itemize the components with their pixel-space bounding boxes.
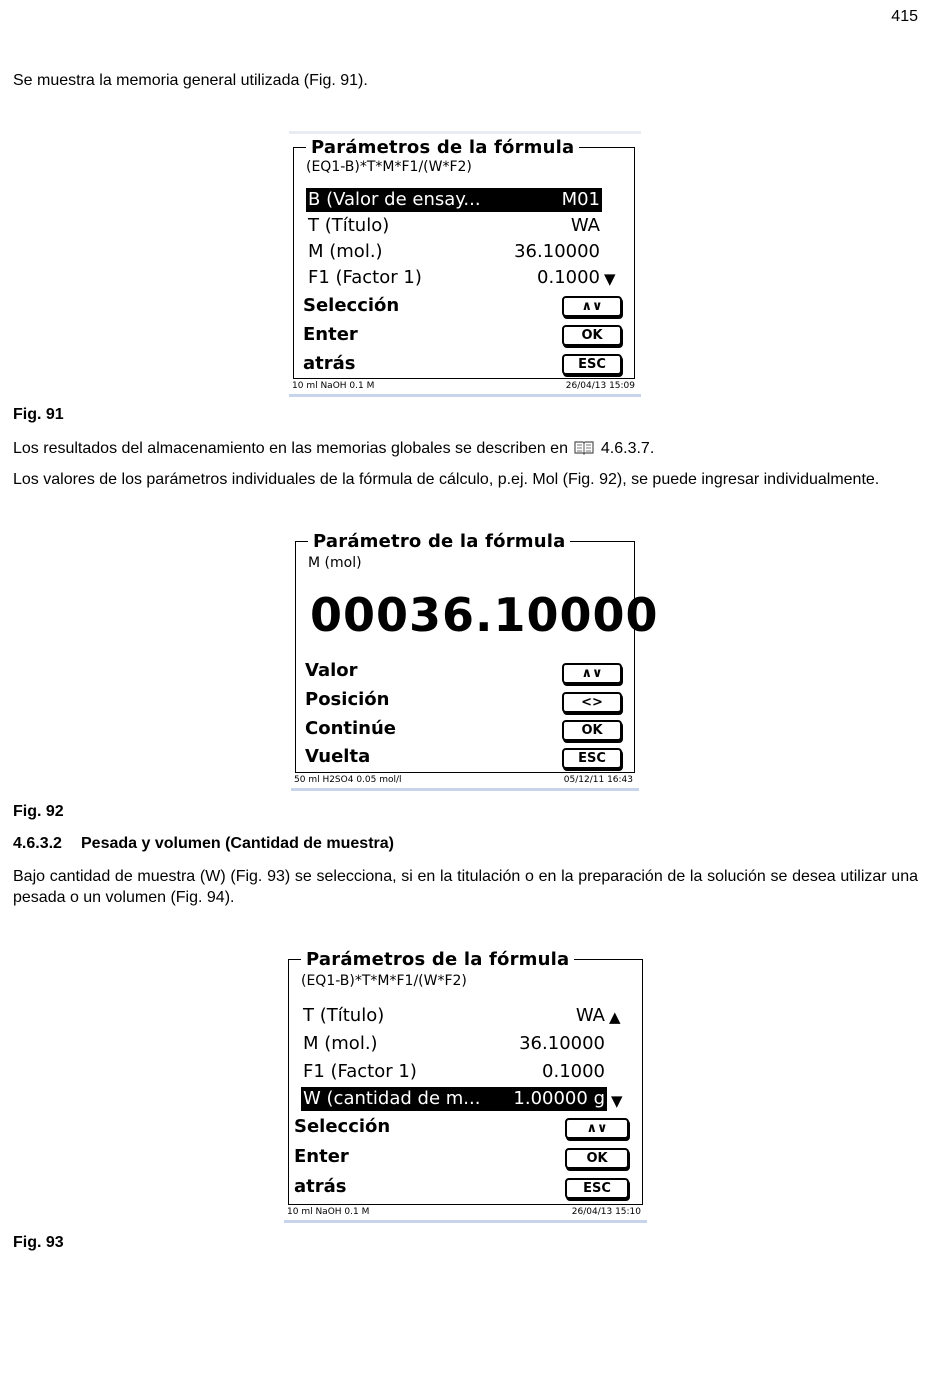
softkey-label-value: Valor [305, 660, 358, 681]
individual-values-paragraph: Los valores de los parámetros individuales de la fórmula de cálculo, p.ej. Mol (Fig. 92), se puede ingresar individualmente. [13, 471, 880, 488]
row-value: 36.10000 [514, 241, 600, 262]
fig93-row-factor1[interactable] [301, 1060, 607, 1084]
select-button[interactable]: ∧∨ [562, 296, 622, 317]
row-value: 0.1000 [537, 267, 600, 288]
value-up-down-button[interactable]: ∧∨ [562, 663, 622, 684]
page-number: 415 [891, 8, 918, 25]
status-right: 26/04/13 15:09 [565, 381, 635, 391]
fig91-title: Parámetros de la fórmula [306, 137, 579, 158]
softkey-label-enter: Enter [294, 1146, 349, 1167]
row-label: B (Valor de ensay... [308, 189, 481, 210]
softkey-label-position: Posición [305, 689, 390, 710]
fig92-title: Parámetro de la fórmula [308, 531, 570, 552]
esc-button[interactable]: ESC [562, 748, 622, 769]
status-left: 10 ml NaOH 0.1 M [287, 1207, 370, 1217]
section-title: Pesada y volumen (Cantidad de muestra) [81, 835, 394, 852]
row-label: T (Título) [303, 1005, 385, 1026]
fig92-value-display[interactable]: 00036.10000 [310, 588, 659, 642]
row-label: T (Título) [308, 215, 390, 236]
position-left-right-button[interactable]: <> [562, 692, 622, 713]
fig92-screen [291, 527, 659, 791]
row-value: M01 [561, 189, 600, 210]
fig93-row-mol[interactable] [301, 1032, 607, 1056]
status-left: 10 ml NaOH 0.1 M [292, 381, 375, 391]
fig92-panel [295, 531, 659, 773]
row-label: F1 (Factor 1) [303, 1061, 417, 1082]
fig93-row-titer[interactable] [301, 1004, 607, 1028]
screen-top-border [289, 131, 641, 134]
fig92-param-name: M (mol) [308, 555, 362, 571]
fig93-panel [288, 949, 643, 1205]
fig93-status-bar [284, 1206, 647, 1223]
softkey-label-selection: Selección [303, 295, 400, 316]
fig91-row-mol[interactable] [306, 240, 602, 264]
ok-button[interactable]: OK [565, 1148, 629, 1169]
fig91-formula: (EQ1-B)*T*M*F1/(W*F2) [306, 159, 472, 175]
select-button[interactable]: ∧∨ [565, 1118, 629, 1139]
fig92-caption: Fig. 92 [13, 803, 64, 820]
fig93-formula: (EQ1-B)*T*M*F1/(W*F2) [301, 973, 467, 989]
fig92-status-bar [291, 774, 639, 791]
fig93-screen [284, 944, 647, 1224]
esc-button[interactable]: ESC [562, 354, 622, 375]
softkey-label-back: atrás [294, 1176, 347, 1197]
softkey-label-enter: Enter [303, 324, 358, 345]
fig91-status-bar [289, 380, 641, 397]
row-value: WA [570, 215, 600, 236]
intro-paragraph: Se muestra la memoria general utilizada (Fig. 91). [13, 72, 368, 89]
fig91-caption: Fig. 91 [13, 406, 64, 423]
section-heading [13, 835, 394, 853]
row-label: M (mol.) [308, 241, 383, 262]
row-label: M (mol.) [303, 1033, 378, 1054]
fig93-caption: Fig. 93 [13, 1234, 64, 1251]
section-reference-link[interactable]: 4.6.3.7. [600, 440, 655, 457]
status-right: 05/12/11 16:43 [563, 775, 633, 785]
ok-button[interactable]: OK [562, 720, 622, 741]
row-value: WA [575, 1005, 605, 1026]
esc-button[interactable]: ESC [565, 1178, 629, 1199]
status-right: 26/04/13 15:10 [571, 1207, 641, 1217]
softkey-label-continue: Continúe [305, 718, 397, 739]
fig93-row-sample-amount[interactable] [301, 1087, 607, 1111]
row-label: W (cantidad de m... [303, 1088, 481, 1109]
row-value: 36.10000 [519, 1033, 605, 1054]
scroll-down-icon[interactable]: ▼ [611, 1092, 623, 1110]
fig91-panel [293, 137, 635, 379]
fig93-title: Parámetros de la fórmula [301, 949, 574, 970]
sample-paragraph: Bajo cantidad de muestra (W) (Fig. 93) se selecciona, si en la titulación o en la preparación de la solución se desea utilizar una pesada o un volumen (Fig. 94). [13, 868, 918, 906]
softkey-label-return: Vuelta [305, 746, 371, 767]
row-value: 1.00000 g [513, 1088, 605, 1109]
section-number: 4.6.3.2 [13, 835, 62, 852]
fig91-row-blank[interactable] [306, 188, 602, 212]
book-icon [574, 440, 594, 455]
row-value: 0.1000 [542, 1061, 605, 1082]
scroll-up-icon[interactable]: ▲ [609, 1008, 621, 1026]
ok-button[interactable]: OK [562, 325, 622, 346]
fig91-screen [289, 131, 641, 396]
status-left: 50 ml H2SO4 0.05 mol/l [294, 775, 402, 785]
fig91-row-factor1[interactable] [306, 266, 602, 290]
fig91-row-titer[interactable] [306, 214, 602, 238]
global-memories-text: Los resultados del almacenamiento en las memorias globales se describen en [13, 440, 568, 457]
softkey-label-back: atrás [303, 353, 356, 374]
scroll-down-icon[interactable]: ▼ [604, 270, 616, 288]
row-label: F1 (Factor 1) [308, 267, 422, 288]
softkey-label-selection: Selección [294, 1116, 391, 1137]
global-memories-paragraph [13, 438, 918, 459]
